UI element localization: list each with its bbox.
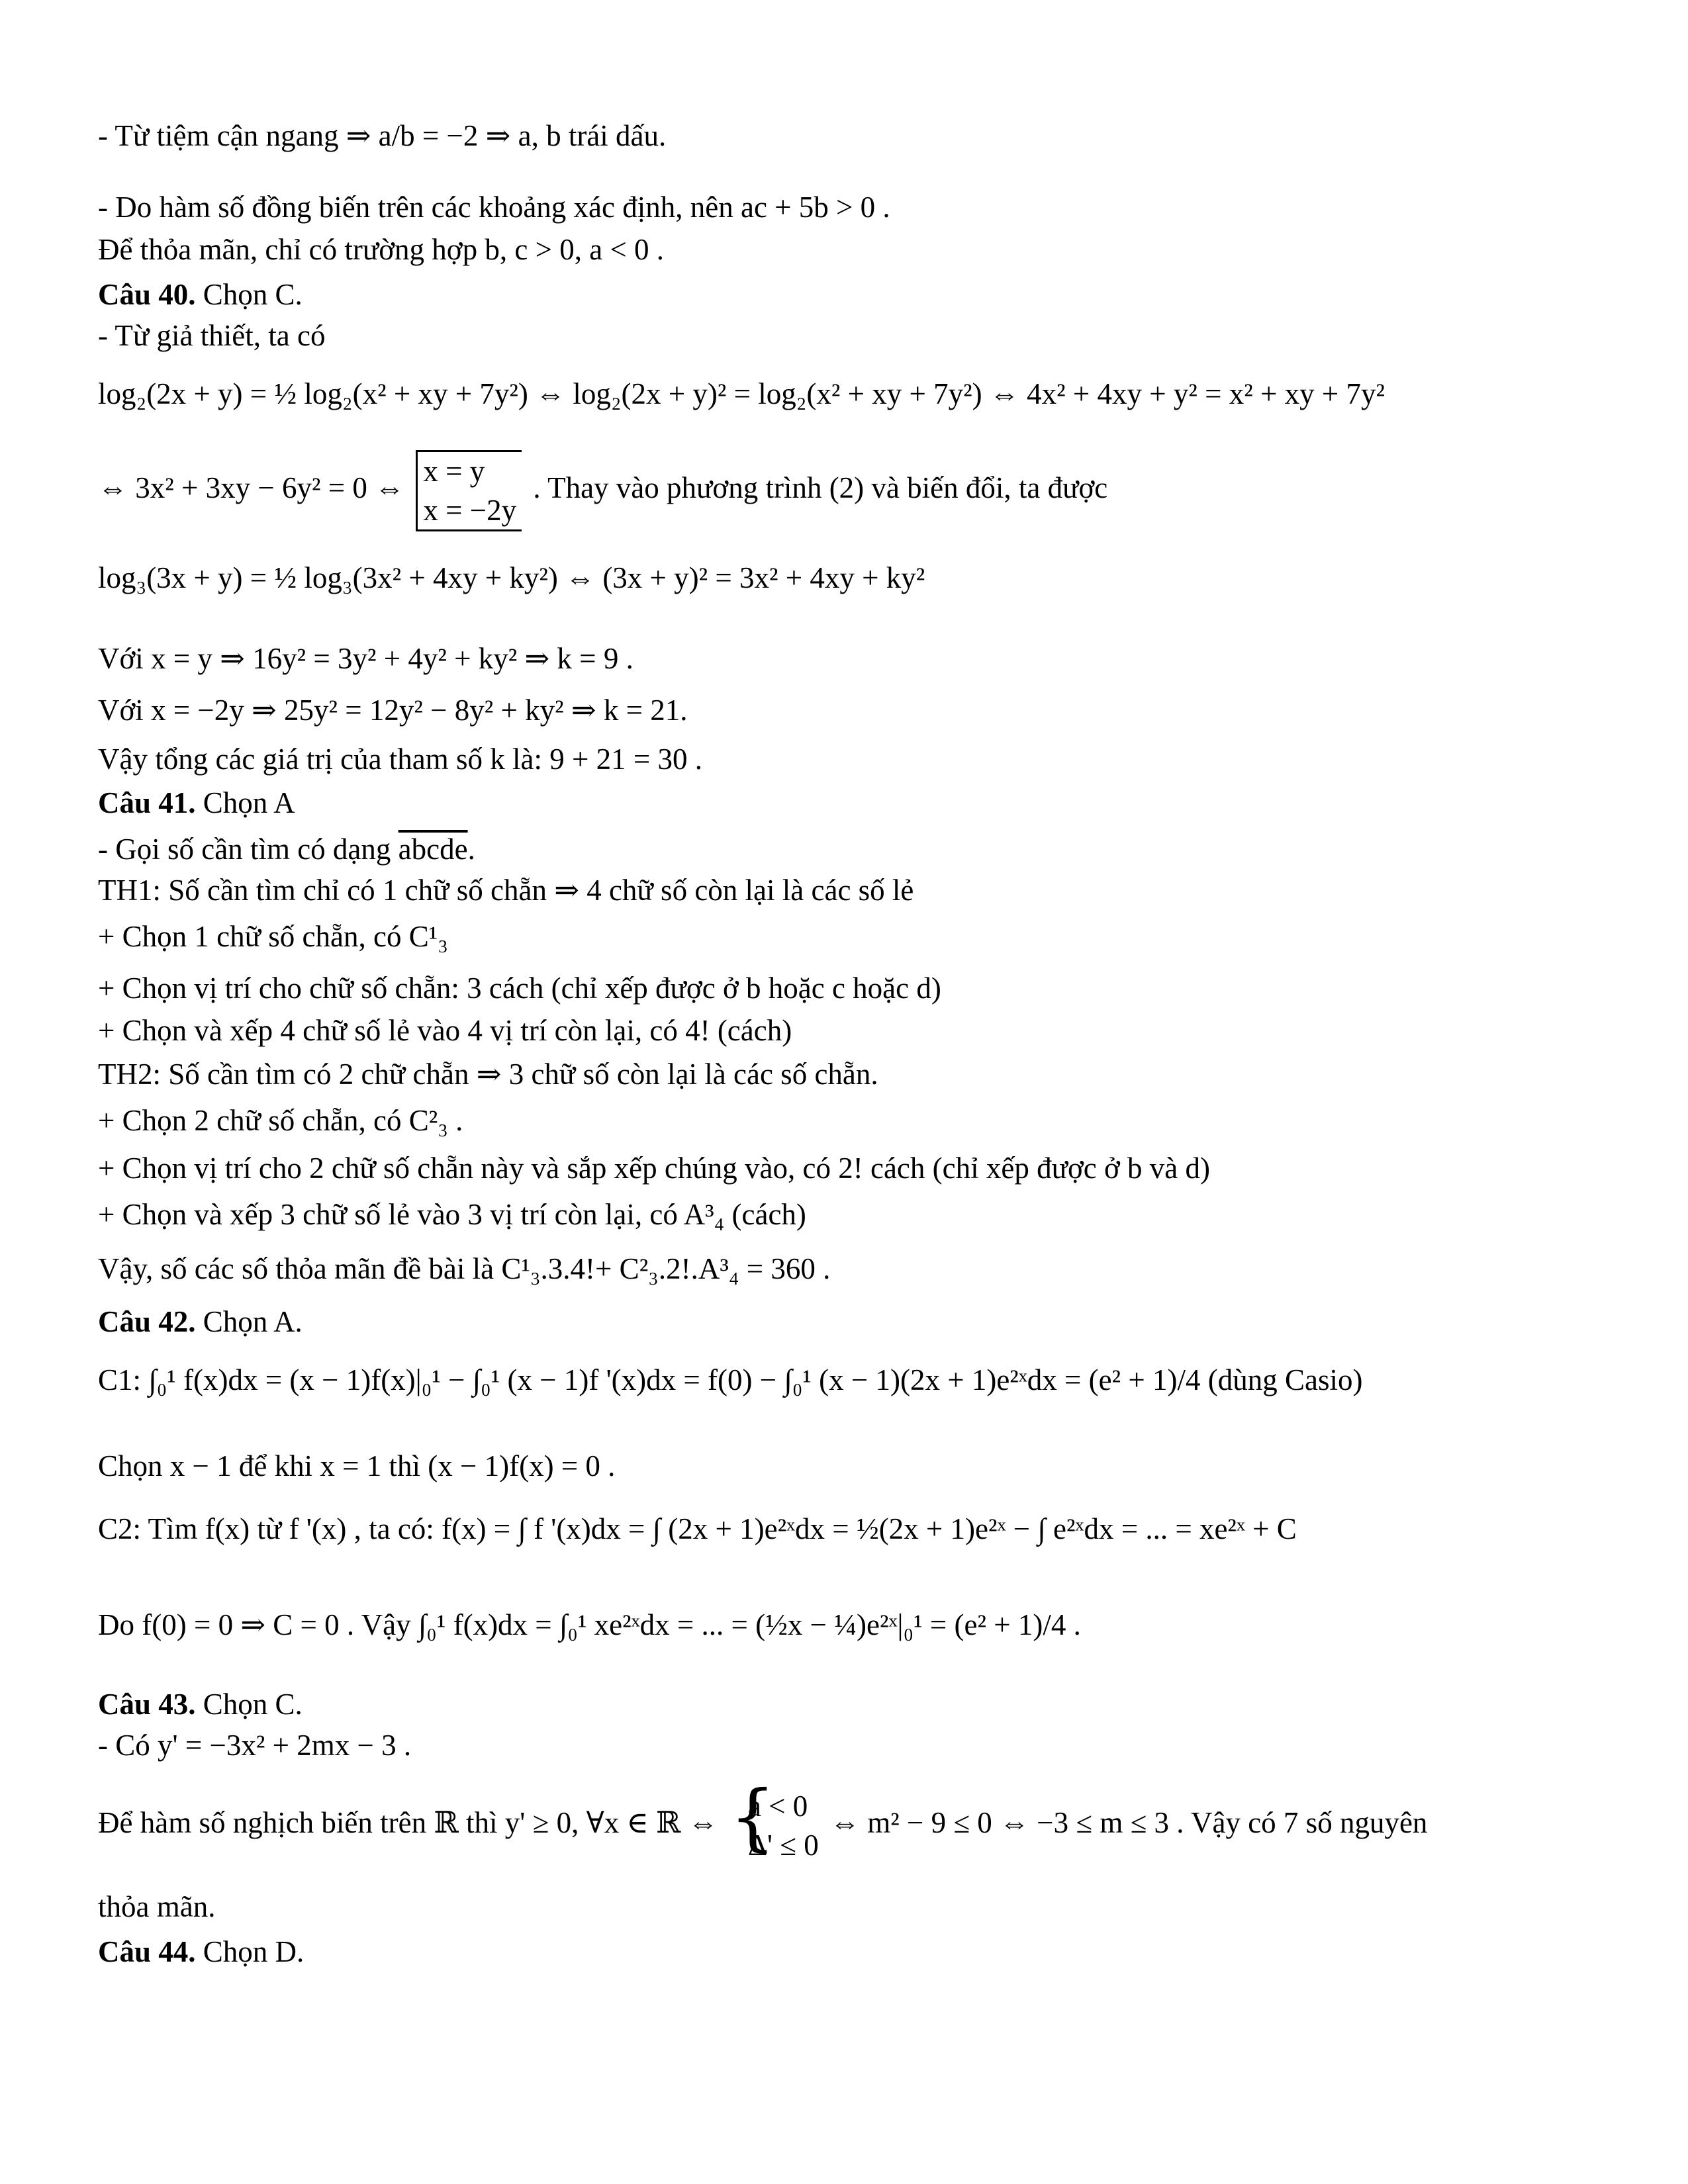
equation: ⇔ 3x² + 3xy − 6y² = 0 ⇔	[98, 471, 405, 504]
text-line	[98, 833, 475, 867]
text: .	[467, 833, 475, 866]
text-line	[98, 1014, 792, 1048]
text: - Gọi số cần tìm có dạng	[98, 833, 391, 866]
equation-line	[98, 450, 1107, 531]
text-line	[98, 319, 325, 353]
text-line	[98, 191, 890, 225]
question-heading	[98, 1935, 304, 1970]
text-line	[98, 1890, 215, 1925]
overline-number: abcde	[398, 833, 468, 866]
equation-line	[98, 1512, 1297, 1547]
equation-line	[98, 561, 925, 596]
text: + Chọn vị trí cho 2 chữ số chẵn này và sắp xếp chúng vào, có 2! cách (chỉ xếp được ở b và d)	[98, 1152, 1211, 1185]
text: Chọn x − 1 để khi x = 1 thì (x − 1)f(x) = 0 .	[98, 1449, 616, 1482]
text-line	[98, 1152, 1210, 1186]
equation-line	[98, 377, 1385, 412]
condition-2: Δ' ≤ 0	[747, 1828, 819, 1862]
text-line	[98, 642, 633, 676]
question-number: Câu 43.	[98, 1688, 196, 1721]
equation-line	[98, 1787, 1427, 1864]
text-line	[98, 1104, 463, 1138]
text-line	[98, 743, 702, 777]
equation: C1: ∫₀¹ f(x)dx = (x − 1)f(x)|₀¹ − ∫₀¹ (x − 1)f '(x)dx = f(0) − ∫₀¹ (x − 1)(2x + 1)e²ˣdx = (e² + 1)/4 (dùng Casio)	[98, 1363, 1363, 1396]
equation-line	[98, 1363, 1362, 1398]
text: thỏa mãn.	[98, 1890, 216, 1923]
text: ⇔ m² − 9 ≤ 0 ⇔ −3 ≤ m ≤ 3 . Vậy có 7 số nguyên	[829, 1805, 1428, 1839]
equation: log₃(3x + y) = ½ log₃(3x² + 4xy + ky²) ⇔ (3x + y)² = 3x² + 4xy + ky²	[98, 561, 925, 594]
text-line	[98, 1449, 615, 1484]
question-heading	[98, 786, 295, 821]
text: Để thỏa mãn, chỉ có trường hợp b, c > 0, a < 0 .	[98, 233, 665, 266]
text: TH1: Số cần tìm chỉ có 1 chữ số chẵn ⇒ 4 chữ số còn lại là các số lẻ	[98, 874, 914, 907]
text-line	[98, 1729, 411, 1763]
answer-choice: Chọn D.	[203, 1935, 305, 1968]
text: Với x = y ⇒ 16y² = 3y² + 4y² + ky² ⇒ k = 9 .	[98, 642, 633, 675]
question-number: Câu 40.	[98, 278, 196, 311]
question-heading	[98, 278, 303, 312]
text: + Chọn vị trí cho chữ số chẵn: 3 cách (chỉ xếp được ở b hoặc c hoặc d)	[98, 972, 941, 1005]
text: . Thay vào phương trình (2) và biến đổi, ta được	[533, 471, 1108, 504]
text-line	[98, 1252, 830, 1287]
question-number: Câu 42.	[98, 1305, 196, 1338]
case-1: x = y	[423, 455, 485, 488]
text: - Do hàm số đồng biến trên các khoảng xác định, nên ac + 5b > 0 .	[98, 191, 890, 224]
question-number: Câu 44.	[98, 1935, 196, 1968]
equation: Do f(0) = 0 ⇒ C = 0 . Vậy ∫₀¹ f(x)dx = ∫₀¹ xe²ˣdx = ... = (½x − ¼)e²ˣ|₀¹ = (e² + 1)/4 .	[98, 1608, 1081, 1641]
text: Với x = −2y ⇒ 25y² = 12y² − 8y² + ky² ⇒ k = 21.	[98, 694, 688, 727]
text-line	[98, 1058, 878, 1092]
text: + Chọn và xếp 4 chữ số lẻ vào 4 vị trí còn lại, có 4! (cách)	[98, 1014, 792, 1047]
question-heading	[98, 1305, 303, 1340]
answer-choice: Chọn A	[203, 786, 295, 819]
system-brace	[729, 1787, 819, 1864]
text: + Chọn 2 chữ số chẵn, có C²₃ .	[98, 1104, 463, 1137]
question-heading	[98, 1688, 303, 1722]
text-line	[98, 1198, 806, 1232]
condition-1: { a < 0	[747, 1790, 808, 1823]
text-line	[98, 233, 664, 267]
text: - Từ tiệm cận ngang ⇒ a/b = −2 ⇒ a, b trái dấu.	[98, 119, 667, 152]
answer-choice: Chọn C.	[203, 1688, 303, 1721]
text-line	[98, 119, 666, 154]
text: Vậy tổng các giá trị của tham số k là: 9 + 21 = 30 .	[98, 743, 703, 776]
equation-line	[98, 1608, 1081, 1643]
text: + Chọn và xếp 3 chữ số lẻ vào 3 vị trí còn lại, có A³₄ (cách)	[98, 1198, 806, 1231]
case-2: x = −2y	[423, 493, 517, 527]
text: + Chọn 1 chữ số chẵn, có C¹₃	[98, 920, 448, 953]
answer-choice: Chọn A.	[203, 1305, 303, 1338]
text-line	[98, 874, 914, 908]
answer-choice: Chọn C.	[203, 278, 303, 311]
equation: log₂(2x + y) = ½ log₂(x² + xy + 7y²) ⇔ log₂(2x + y)² = log₂(x² + xy + 7y²) ⇔ 4x² + 4xy + y² = x² + xy + 7y²	[98, 377, 1385, 410]
equation: C2: Tìm f(x) từ f '(x) , ta có: f(x) = ∫ f '(x)dx = ∫ (2x + 1)e²ˣdx = ½(2x + 1)e²ˣ − ∫ e²ˣdx = ... = xe²ˣ + C	[98, 1512, 1297, 1545]
text-line	[98, 972, 941, 1006]
text: - Có y' = −3x² + 2mx − 3 .	[98, 1729, 412, 1762]
text: Để hàm số nghịch biến trên ℝ thì y' ≥ 0, ∀x ∈ ℝ ⇔	[98, 1805, 718, 1839]
text-line	[98, 694, 687, 728]
text: - Từ giả thiết, ta có	[98, 319, 326, 352]
text: Vậy, số các số thỏa mãn đề bài là C¹₃.3.4!+ C²₃.2!.A³₄ = 360 .	[98, 1252, 831, 1285]
text-line	[98, 920, 448, 954]
case-bracket	[416, 450, 522, 531]
question-number: Câu 41.	[98, 786, 196, 819]
text: TH2: Số cần tìm có 2 chữ chẵn ⇒ 3 chữ số còn lại là các số chẵn.	[98, 1058, 878, 1091]
